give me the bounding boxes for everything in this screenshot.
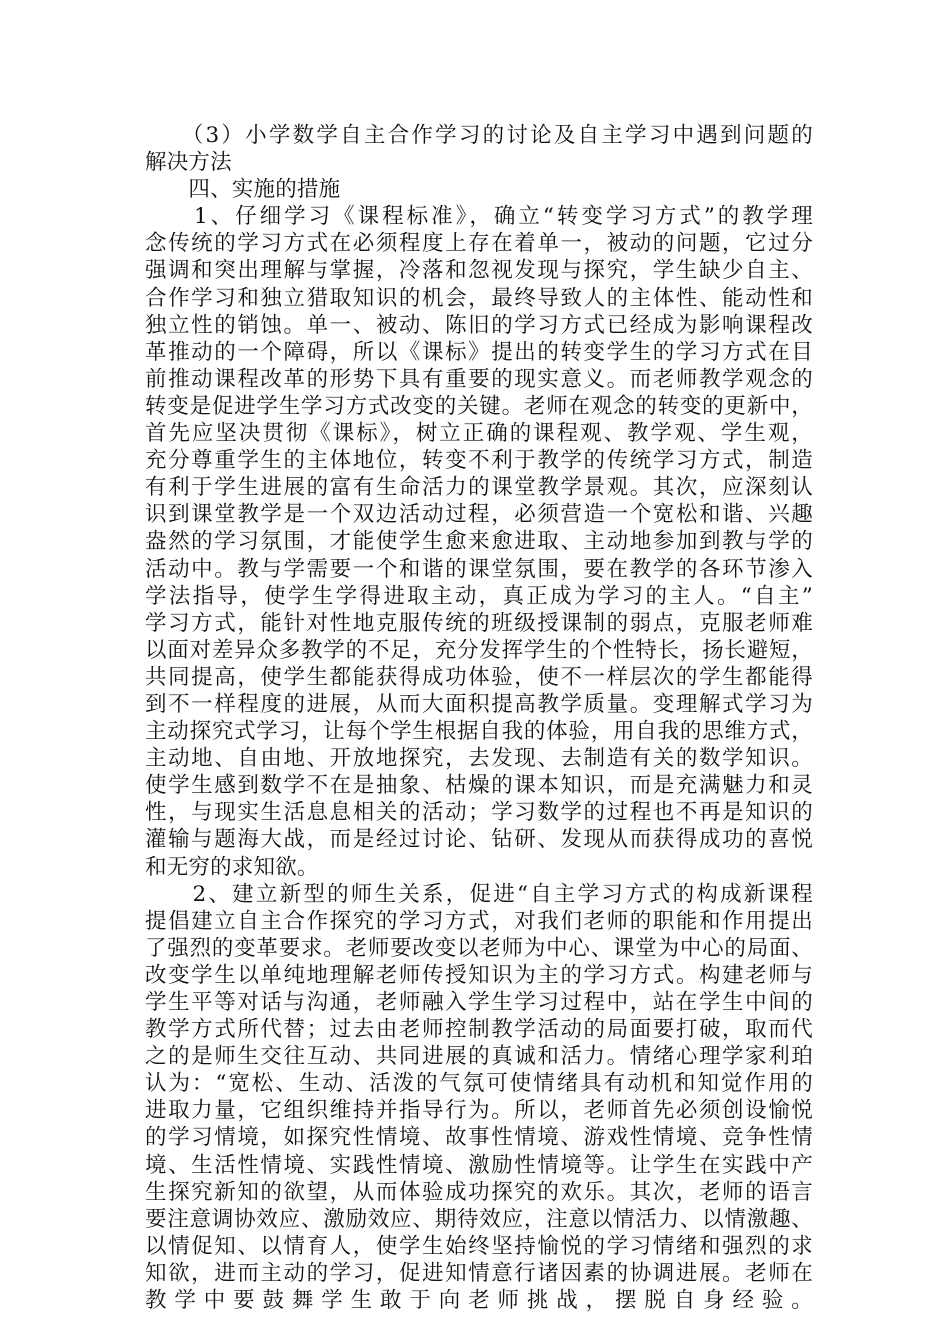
- text-line: 了强烈的变革要求。老师要改变以老师为中心、课堂为中心的局面、: [145, 935, 813, 961]
- text-line: 学生平等对话与沟通，老师融入学生学习过程中，站在学生中间的: [145, 990, 813, 1015]
- text-line: 教学中要鼓舞学生敢于向老师挑战，摆脱自身经验。: [145, 1288, 813, 1314]
- text-line: 学习方式，能针对性地克服传统的班级授课制的弱点，克服老师难: [145, 610, 813, 636]
- text-line: 教学方式所代替；过去由老师控制教学活动的局面要打破，取而代: [145, 1017, 813, 1043]
- text-line: 进取力量，它组织维持并指导行为。所以，老师首先必须创设愉悦: [145, 1098, 813, 1124]
- text-line: 革推动的一个障碍，所以《课标》提出的转变学生的学习方式在目: [145, 339, 813, 365]
- text-line: 的学习情境，如探究性情境、故事性情境、游戏性情境、竞争性情: [145, 1125, 813, 1151]
- text-line: 前推动课程改革的形势下具有重要的现实意义。而老师教学观念的: [145, 366, 813, 392]
- text-line: 解决方法: [145, 150, 232, 176]
- text-line: 首先应坚决贯彻《课标》，树立正确的课程观、教学观、学生观，: [145, 421, 813, 447]
- text-line: 有利于学生进展的富有生命活力的课堂教学景观。其次，应深刻认: [145, 475, 813, 501]
- body-text: [145, 122, 813, 1314]
- text-line: 生探究新知的欲望，从而体验成功探究的欢乐。其次，老师的语言: [145, 1179, 813, 1205]
- text-line: 活动中。教与学需要一个和谐的课堂氛围，要在教学的各环节渗入: [145, 556, 813, 582]
- text-line: 知欲，进而主动的学习，促进知情意行诸因素的协调进展。老师在: [145, 1260, 813, 1286]
- text-line: 转变是促进学生学习方式改变的关键。老师在观念的转变的更新中，: [145, 393, 813, 419]
- text-line: 主动地、自由地、开放地探究，去发现、去制造有关的数学知识。: [145, 746, 813, 772]
- text-line: 1、仔细学习《课程标准》，确立“转变学习方式”的教学理: [145, 204, 813, 230]
- text-line: 主动探究式学习，让每个学生根据自我的体验，用自我的思维方式，: [145, 719, 813, 745]
- text-line: 改变学生以单纯地理解老师传授知识为主的学习方式。构建老师与: [145, 962, 813, 988]
- text-line: 和无穷的求知欲。: [145, 854, 319, 880]
- text-line: 念传统的学习方式在必须程度上存在着单一，被动的问题，它过分: [145, 231, 813, 257]
- text-line: 共同提高，使学生都能获得成功体验，使不一样层次的学生都能得: [145, 664, 813, 690]
- text-line: 四、实施的措施: [145, 177, 341, 203]
- text-line: 灌输与题海大战，而是经过讨论、钻研、发现从而获得成功的喜悦: [145, 827, 813, 853]
- text-line: 合作学习和独立猎取知识的机会，最终导致人的主体性、能动性和: [145, 285, 813, 311]
- text-line: 以情促知、以情育人，使学生始终坚持愉悦的学习情绪和强烈的求: [145, 1233, 813, 1259]
- text-line: 2、建立新型的师生关系，促进“自主学习方式的构成新课程: [145, 881, 813, 907]
- text-line: 要注意调协效应、激励效应、期待效应，注意以情活力、以情激趣、: [145, 1206, 813, 1232]
- text-line: 境、生活性情境、实践性情境、激励性情境等。让学生在实践中产: [145, 1152, 813, 1178]
- text-line: 强调和突出理解与掌握，冷落和忽视发现与探究，学生缺少自主、: [145, 258, 813, 284]
- text-line: 盎然的学习氛围，才能使学生愈来愈进取、主动地参加到教与学的: [145, 529, 813, 555]
- text-line: 充分尊重学生的主体地位，转变不利于教学的传统学习方式，制造: [145, 448, 813, 474]
- text-line: 独立性的销蚀。单一、被动、陈旧的学习方式已经成为影响课程改: [145, 312, 813, 338]
- text-line: 识到课堂教学是一个双边活动过程，必须营造一个宽松和谐、兴趣: [145, 502, 813, 528]
- text-line: 之的是师生交往互动、共同进展的真诚和活力。情绪心理学家利珀: [145, 1044, 813, 1070]
- text-line: 提倡建立自主合作探究的学习方式，对我们老师的职能和作用提出: [145, 908, 813, 934]
- text-line: （3）小学数学自主合作学习的讨论及自主学习中遇到问题的: [145, 123, 813, 148]
- text-line: 性，与现实生活息息相关的活动；学习数学的过程也不再是知识的: [145, 800, 813, 826]
- text-line: 认为：“宽松、生动、活泼的气氛可使情绪具有动机和知觉作用的: [145, 1071, 813, 1097]
- text-line: 学法指导，使学生学得进取主动，真正成为学习的主人。“自主”: [145, 583, 813, 609]
- text-line: 使学生感到数学不在是抽象、枯燥的课本知识，而是充满魅力和灵: [145, 773, 813, 799]
- text-line: 以面对差异众多教学的不足，充分发挥学生的个性特长，扬长避短，: [145, 637, 813, 663]
- text-line: 到不一样程度的进展，从而大面积提高教学质量。变理解式学习为: [145, 691, 813, 717]
